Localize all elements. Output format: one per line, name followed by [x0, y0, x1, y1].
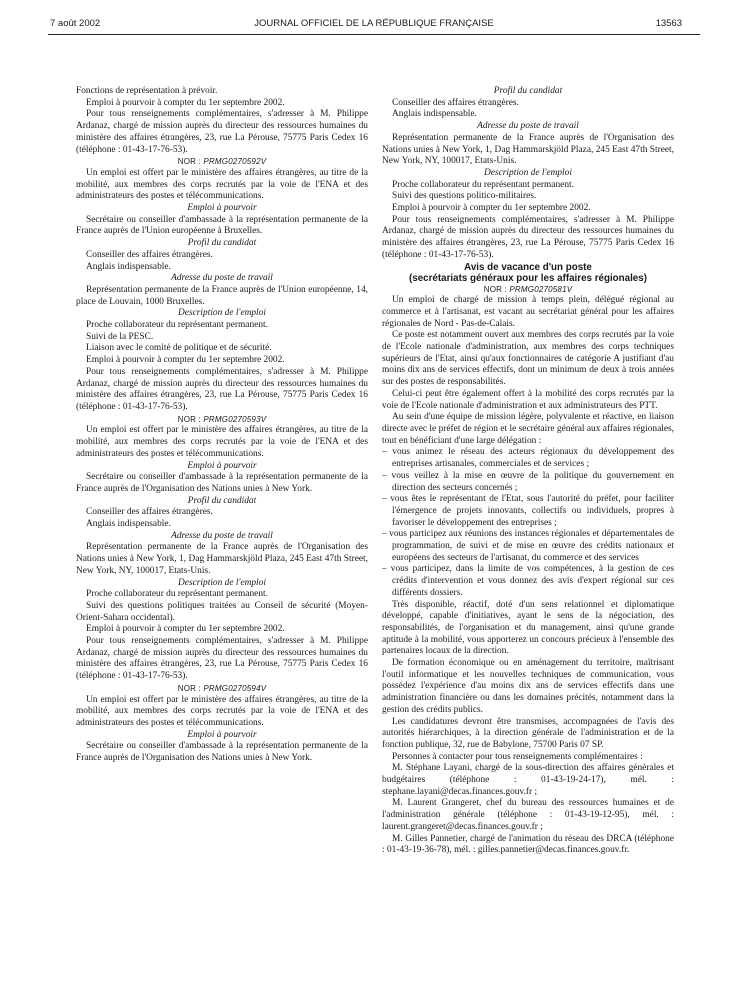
section-text: Secrétaire ou conseiller d'ambassade à la représentation permanente de la France auprès de l'Organisation des Nations unies à New York.	[76, 741, 368, 764]
header-rule	[48, 34, 700, 35]
section-heading: Adresse du poste de travail	[477, 121, 579, 132]
nor-code: PRMG0270593V	[203, 414, 267, 424]
section-heading: Description de l'emploi	[484, 167, 572, 178]
mission-item: – vous êtes le représentant de l'Etat, sous l'autorité du préfet, pour faciliter l'émergence de projets innovants, collectifs ou individuels, propres à favoriser le développement des entreprises ;	[382, 494, 674, 528]
section-text: Secrétaire ou conseiller d'ambassade à la représentation permanente de la France auprès de l'Organisation des Nations unies à New York.	[76, 472, 368, 494]
profil-line: Conseiller des affaires étrangères.	[86, 507, 213, 518]
right-column	[382, 86, 674, 857]
mission-item: – vous animez le réseau des acteurs régionaux du développement des entreprises artisanales, commerciales et de services ;	[382, 447, 674, 470]
contacts-intro: Personnes à contacter pour tous renseignements complémentaires :	[392, 751, 643, 762]
nor-code: PRMG0270581V	[509, 284, 573, 294]
section-heading: Emploi à pourvoir	[187, 729, 257, 740]
header-page-number: 13563	[655, 18, 682, 29]
contact-person: M. Laurent Grangeret, chef du bureau des ressources humaines et de l'administration générale (téléphone : 01-43-19-12-95), mél. : laurent.grangeret@decas.finances.gouv.fr ;	[382, 798, 674, 832]
nor-prefix: NOR :	[177, 683, 201, 693]
date-line: Emploi à pourvoir à compter du 1er septembre 2002.	[86, 624, 285, 635]
notice-subtitle: (secrétariats généraux pour les affaires régionales)	[409, 272, 647, 284]
date-line: Emploi à pourvoir à compter du 1er septembre 2002.	[392, 203, 591, 214]
notice-paragraph: Ce poste est notamment ouvert aux membres des corps recrutés par la voie de l'Ecole nationale d'administration, aux membres des corps techniques supérieurs de l'Etat, ainsi qu'aux fonctionnaires de catégorie A justifiant d'au moins dix ans de services effectifs, dont un minimum de deux à trois années sur des postes de responsabilités.	[382, 330, 674, 388]
section-heading: Adresse du poste de travail	[171, 273, 273, 284]
notice-paragraph: De formation économique ou en aménagement du territoire, maîtrisant l'outil informatique et les nouvelles techniques de communication, vous possédez l'expérience d'au moins dix ans de services effectifs dans une administration financière ou dans les domaines précités, notamment dans la gestion des crédits publics.	[382, 658, 674, 715]
offer-lead: Un emploi est offert par le ministère des affaires étrangères, au titre de la mobilité, aux membres des corps recrutés par la voie de l'ENA et des administrateurs des postes et télécommunications.	[76, 694, 368, 728]
mission-item: – vous participez aux réunions des instances régionales et départementales de programmation, de suivi et de mise en œuvre des crédits nationaux et européens des secteurs de l'artisanat, du commerce et des services	[382, 529, 674, 563]
section-heading: Emploi à pourvoir	[187, 203, 257, 214]
notice-title: Avis de vacance d'un poste	[464, 261, 592, 273]
nor-code: PRMG0270592V	[203, 157, 267, 167]
nor-prefix: NOR :	[483, 284, 507, 294]
notice-paragraph: Un emploi de chargé de mission à temps plein, délégué régional au commerce et à l'artisanat, est vacant au secrétariat général pour les affaires régionales de Nord - Pas-de-Calais.	[382, 295, 674, 329]
mission-item: – vous participez, dans la limite de vos compétences, à la gestion de ces crédits d'intervention et vous donnez des avis d'expert régional sur ces différents dossiers.	[382, 564, 674, 598]
profil-line: Anglais indispensable.	[86, 261, 171, 272]
profil-line: Anglais indispensable.	[86, 519, 171, 530]
nor-reference	[382, 284, 674, 296]
nor-prefix: NOR :	[177, 157, 201, 167]
section-text: Représentation permanente de la France auprès de l'Organisation des Nations unies à New York, 1, Dag Hammarskjöld Plaza, 245 East 47th Street, New York, NY, 100017, Etats-Unis.	[382, 132, 674, 167]
description-line: Proche collaborateur du représentant permanent.	[392, 179, 574, 190]
description-line: Suivi des questions politico-militaires.	[392, 191, 537, 202]
intro-date: Emploi à pourvoir à compter du 1er septembre 2002.	[86, 97, 285, 108]
section-heading: Description de l'emploi	[178, 308, 266, 319]
nor-reference	[76, 414, 368, 426]
mission-item: – vous veillez à la mise en œuvre de la politique du gouvernement en direction des secteurs concernés ;	[382, 470, 674, 493]
description-line: Suivi de la PESC.	[86, 331, 154, 342]
date-line: Emploi à pourvoir à compter du 1er septembre 2002.	[86, 355, 285, 366]
contact-paragraph: Pour tous renseignements complémentaires, s'adresser à M. Philippe Ardanaz, chargé de mission auprès du directeur des ressources humaines du ministère des affaires étrangères, 23, rue La Pérouse, 75775 Paris Cedex 16 (téléphone : 01-43-17-76-53).	[382, 214, 674, 260]
notice-paragraph: Celui-ci peut être également offert à la mobilité des corps recrutés par la voie de l'Ecole nationale d'administration et aux administrateurs des PTT.	[382, 388, 674, 411]
header-date: 7 août 2002	[50, 18, 101, 29]
nor-reference	[76, 156, 368, 168]
intro-contact: Pour tous renseignements complémentaires, s'adresser à M. Philippe Ardanaz, chargé de mission auprès du directeur des ressources humaines du ministère des affaires étrangères, 23, rue La Pérouse, 75775 Paris Cedex 16 (téléphone : 01-43-17-76-53).	[76, 109, 368, 155]
section-heading: Profil du candidat	[187, 238, 257, 249]
section-heading: Profil du candidat	[187, 495, 257, 506]
notice-paragraph: Très disponible, réactif, doté d'un sens relationnel et diplomatique développé, capable d'initiatives, ayant le sens de la négociation, des responsabilités, de l'organisation et du management, ainsi qu'une grande aptitude à la mobilité, vous apporterez un concours précieux à l'ensemble des partenaires locaux de la direction.	[382, 599, 674, 657]
description-line: Proche collaborateur du représentant permanent.	[86, 320, 268, 331]
section-heading: Description de l'emploi	[178, 577, 266, 588]
notice-paragraph: Les candidatures devront être transmises, accompagnées de l'avis des autorités hiérarchiques, à la direction générale de l'administration et de la fonction publique, 32, rue de Babylone, 75700 Paris 07 SP.	[382, 716, 674, 750]
section-heading: Profil du candidat	[493, 86, 563, 96]
profil-line: Conseiller des affaires étrangères.	[392, 97, 519, 108]
left-column	[76, 86, 368, 765]
contact-paragraph: Pour tous renseignements complémentaires, s'adresser à M. Philippe Ardanaz, chargé de mission auprès du directeur des ressources humaines du ministère des affaires étrangères, 23, rue La Pérouse, 75775 Paris Cedex 16 (téléphone : 01-43-17-76-53).	[76, 636, 368, 682]
profil-line: Anglais indispensable.	[392, 109, 477, 120]
description-line: Proche collaborateur du représentant permanent.	[86, 589, 268, 600]
section-heading: Emploi à pourvoir	[187, 460, 257, 471]
contact-person: M. Stéphane Layani, chargé de la sous-direction des affaires générales et budgétaires (téléphone : 01-43-19-24-17), mél. : stephane.layani@decas.finances.gouv.fr ;	[382, 763, 674, 797]
nor-code: PRMG0270594V	[203, 683, 267, 693]
nor-reference	[76, 683, 368, 695]
nor-prefix: NOR :	[177, 414, 201, 424]
section-heading: Adresse du poste de travail	[171, 530, 273, 541]
notice-paragraph: Au sein d'une équipe de mission légère, polyvalente et réactive, en liaison directe avec le préfet de région et le secrétaire général aux affaires régionales, tout en bénéficiant d'une large délégation :	[382, 412, 674, 446]
section-text: Représentation permanente de la France auprès de l'Union européenne, 14, place de Louvain, 1000 Bruxelles.	[76, 284, 368, 307]
missions-list	[382, 447, 674, 599]
description-line: Liaison avec le comité de politique et de sécurité.	[86, 343, 272, 354]
description-line: Suivi des questions politiques traitées au Conseil de sécurité (Moyen-Orient-Sahara occidental).	[76, 600, 368, 623]
header-title: JOURNAL OFFICIEL DE LA RÉPUBLIQUE FRANÇAISE	[254, 18, 494, 29]
section-text: Secrétaire ou conseiller d'ambassade à la représentation permanente de la France auprès de l'Union européenne à Bruxelles.	[76, 214, 368, 237]
intro-line: Fonctions de représentation à prévoir.	[76, 86, 218, 96]
section-text: Représentation permanente de la France auprès de l'Organisation des Nations unies à New York, 1, Dag Hammarskjöld Plaza, 245 East 47th Street, New York, NY, 100017, Etats-Unis.	[76, 542, 368, 576]
contact-paragraph: Pour tous renseignements complémentaires, s'adresser à M. Philippe Ardanaz, chargé de mission auprès du directeur des ressources humaines du ministère des affaires étrangères, 23, rue La Pérouse, 75775 Paris Cedex 16 (téléphone : 01-43-17-76-53).	[76, 366, 368, 412]
offer-lead: Un emploi est offert par le ministère des affaires étrangères, au titre de la mobilité, aux membres des corps recrutés par la voie de l'ENA et des administrateurs des postes et télécommunications.	[76, 425, 368, 459]
contact-person: M. Gilles Pannetier, chargé de l'animation du réseau des DRCA (téléphone : 01-43-19-36-78), mél. : gilles.pannetier@decas.finances.gouv.fr.	[382, 833, 674, 856]
offer-lead: Un emploi est offert par le ministère des affaires étrangères, au titre de la mobilité, aux membres des corps recrutés par la voie de l'ENA et des administrateurs des postes et télécommunications.	[76, 167, 368, 202]
profil-line: Conseiller des affaires étrangères.	[86, 249, 213, 260]
